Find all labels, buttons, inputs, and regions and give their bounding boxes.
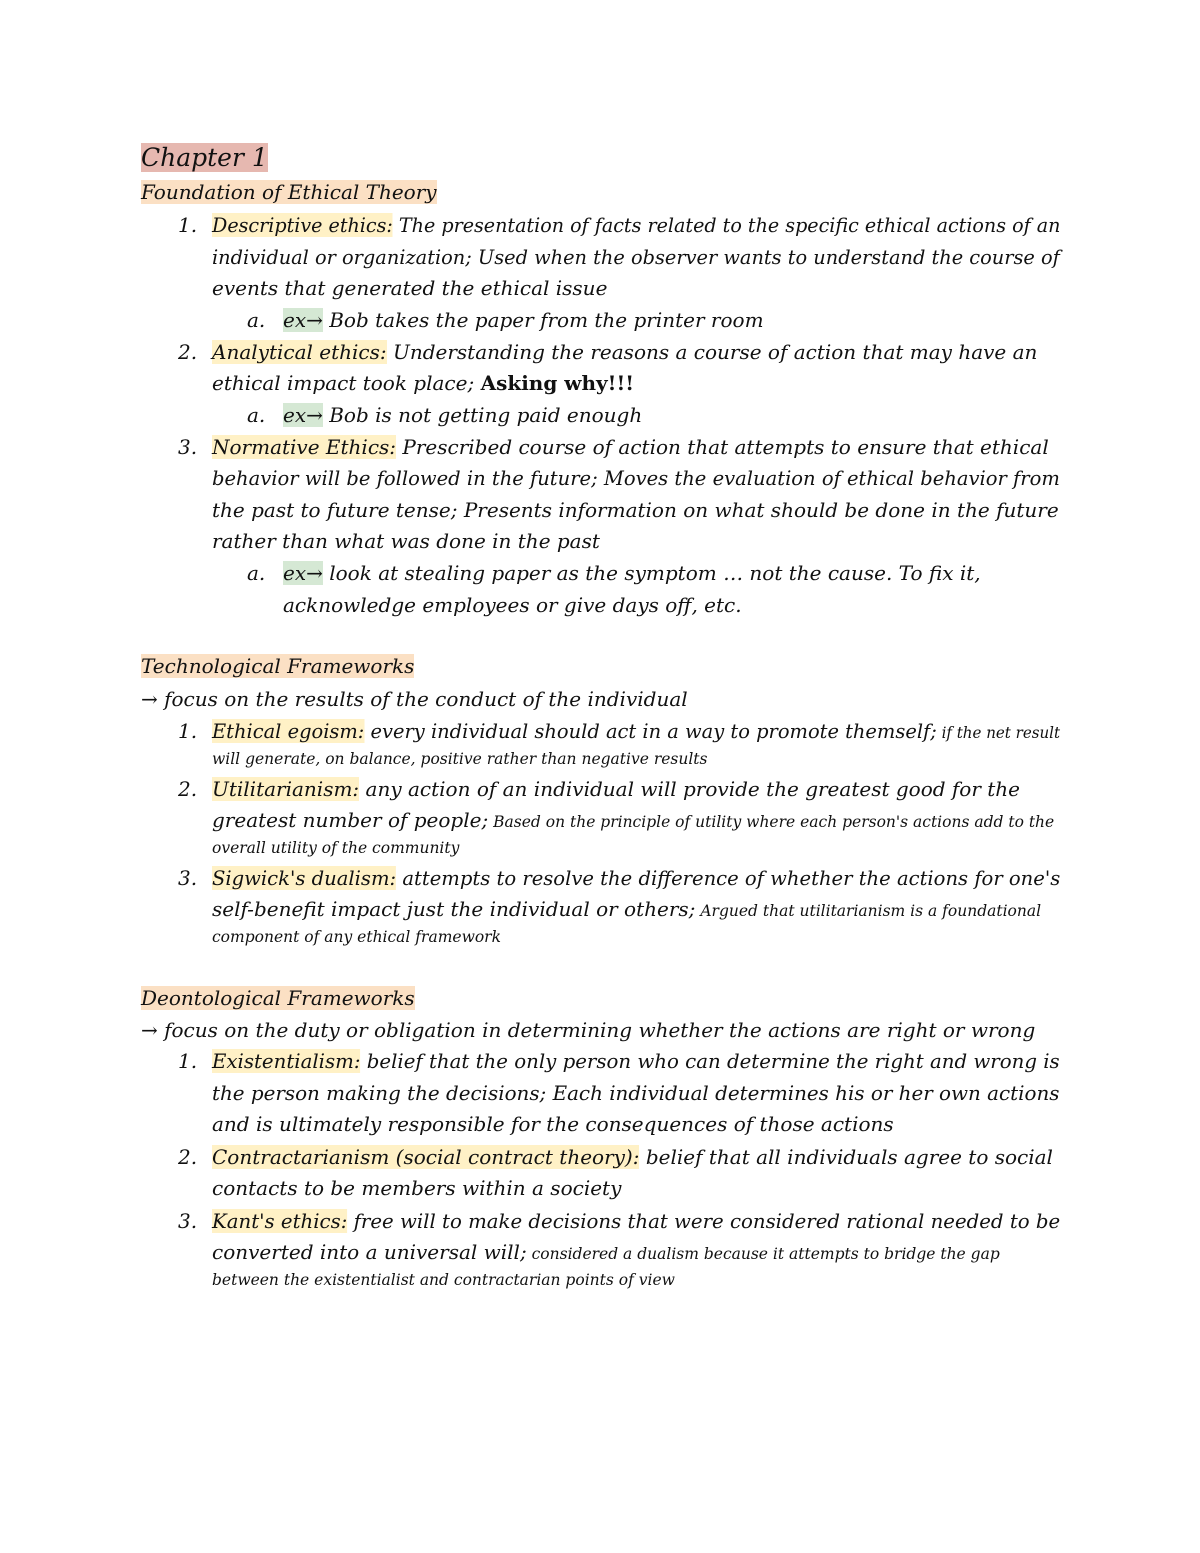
term-label: Descriptive ethics: bbox=[212, 213, 393, 237]
example-label: ex→ bbox=[283, 403, 323, 427]
list-number: 3. bbox=[178, 435, 198, 459]
section-heading-deontological bbox=[141, 984, 415, 1012]
item-text-line: the person making the decisions; Each individual determines his or her own actions bbox=[212, 1081, 1060, 1105]
item-text-line: individual or organization; Used when the observer wants to understand the course of bbox=[212, 245, 1060, 269]
item-text-line bbox=[212, 806, 1054, 836]
term-label: Utilitarianism: bbox=[212, 777, 360, 801]
item-note-line: between the existentialist and contractarian points of view bbox=[212, 1271, 675, 1289]
item-text: greatest number of people; bbox=[212, 808, 489, 832]
list-item-utilitarianism bbox=[212, 775, 1020, 803]
list-number: 2. bbox=[178, 777, 198, 801]
sub-list-marker: a. bbox=[247, 308, 266, 332]
list-item-contractarianism bbox=[212, 1143, 1053, 1171]
list-number: 2. bbox=[178, 340, 198, 364]
list-item-sigwicks-dualism bbox=[212, 864, 1060, 892]
item-text: belief that all individuals agree to social bbox=[639, 1145, 1053, 1169]
item-text: attempts to resolve the difference of whether the actions for one's bbox=[396, 866, 1061, 890]
example-label: ex→ bbox=[283, 308, 323, 332]
section-heading-text: Technological Frameworks bbox=[141, 654, 415, 678]
item-text-line bbox=[212, 369, 634, 397]
list-item-ethical-egoism bbox=[212, 717, 1060, 747]
item-note-line: will generate, on balance, positive rather than negative results bbox=[212, 750, 708, 768]
sub-list-marker: a. bbox=[247, 561, 266, 585]
item-text: belief that the only person who can determine the right and wrong is bbox=[360, 1049, 1060, 1073]
example-label: ex→ bbox=[283, 561, 323, 585]
section-intro: → focus on the results of the conduct of the individual bbox=[141, 687, 688, 711]
term-label: Analytical ethics: bbox=[212, 340, 387, 364]
example-text-line: acknowledge employees or give days off, etc. bbox=[283, 593, 742, 617]
term-label: Contractarianism (social contract theory): bbox=[212, 1145, 640, 1169]
item-text-line: contacts to be members within a society bbox=[212, 1176, 622, 1200]
term-label: Existentialism: bbox=[212, 1049, 361, 1073]
list-number: 2. bbox=[178, 1145, 198, 1169]
item-text-line: behavior will be followed in the future; Moves the evaluation of ethical behavior from bbox=[212, 466, 1060, 490]
item-note: if the net result bbox=[936, 724, 1061, 742]
item-text-line bbox=[212, 1238, 1000, 1268]
chapter-title-text: Chapter 1 bbox=[141, 143, 268, 172]
sub-list-item-example bbox=[283, 401, 642, 429]
chapter-title bbox=[141, 142, 268, 174]
sub-list-item-example bbox=[283, 306, 764, 334]
list-item-kants-ethics bbox=[212, 1207, 1060, 1235]
section-heading-text: Deontological Frameworks bbox=[141, 986, 415, 1010]
list-item-existentialism bbox=[212, 1047, 1060, 1075]
list-number: 1. bbox=[178, 1049, 198, 1073]
item-text-line: the past to future tense; Presents information on what should be done in the future bbox=[212, 498, 1059, 522]
item-text: converted into a universal will; bbox=[212, 1240, 527, 1264]
item-note: Based on the principle of utility where each person's actions add to the bbox=[488, 813, 1055, 831]
sub-list-marker: a. bbox=[247, 403, 266, 427]
item-text-line: rather than what was done in the past bbox=[212, 529, 600, 553]
item-text: Prescribed course of action that attempts to ensure that ethical bbox=[396, 435, 1049, 459]
list-number: 1. bbox=[178, 213, 198, 237]
sub-list-item-example bbox=[283, 559, 981, 587]
list-item-normative-ethics bbox=[212, 433, 1049, 461]
term-label: Ethical egoism: bbox=[212, 719, 365, 743]
item-text: Understanding the reasons a course of action that may have an bbox=[386, 340, 1038, 364]
item-text: any action of an individual will provide the greatest good for the bbox=[359, 777, 1021, 801]
term-label: Normative Ethics: bbox=[212, 435, 397, 459]
example-text: Bob takes the paper from the printer room bbox=[322, 308, 764, 332]
example-text: Bob is not getting paid enough bbox=[322, 403, 643, 427]
list-number: 3. bbox=[178, 1209, 198, 1233]
item-text-line: events that generated the ethical issue bbox=[212, 276, 608, 300]
term-label: Kant's ethics: bbox=[212, 1209, 348, 1233]
item-text: every individual should act in a way to promote themself; bbox=[364, 719, 937, 743]
list-item-descriptive-ethics bbox=[212, 211, 1060, 239]
section-intro: → focus on the duty or obligation in determining whether the actions are right or wrong bbox=[141, 1018, 1036, 1042]
item-note: considered a dualism because it attempts to bridge the gap bbox=[526, 1245, 1000, 1263]
item-text: ethical impact took place; bbox=[212, 371, 481, 395]
list-item-analytical-ethics bbox=[212, 338, 1037, 366]
item-text-line bbox=[212, 895, 1041, 925]
item-text-line: and is ultimately responsible for the consequences of those actions bbox=[212, 1112, 894, 1136]
item-note: Argued that utilitarianism is a foundational bbox=[695, 902, 1042, 920]
section-heading-foundation bbox=[141, 178, 437, 206]
list-number: 3. bbox=[178, 866, 198, 890]
list-number: 1. bbox=[178, 719, 198, 743]
item-note-line: component of any ethical framework bbox=[212, 928, 501, 946]
section-heading-text: Foundation of Ethical Theory bbox=[141, 180, 437, 204]
item-text: The presentation of facts related to the specific ethical actions of an bbox=[392, 213, 1061, 237]
term-label: Sigwick's dualism: bbox=[212, 866, 397, 890]
item-text: self-benefit impact just the individual or others; bbox=[212, 897, 696, 921]
emphasis-text: Asking why!!! bbox=[480, 371, 635, 395]
section-heading-technological bbox=[141, 652, 414, 680]
example-text: look at stealing paper as the symptom … not the cause. To fix it, bbox=[322, 561, 981, 585]
item-text: free will to make decisions that were considered rational needed to be bbox=[347, 1209, 1061, 1233]
item-note-line: overall utility of the community bbox=[212, 839, 460, 857]
